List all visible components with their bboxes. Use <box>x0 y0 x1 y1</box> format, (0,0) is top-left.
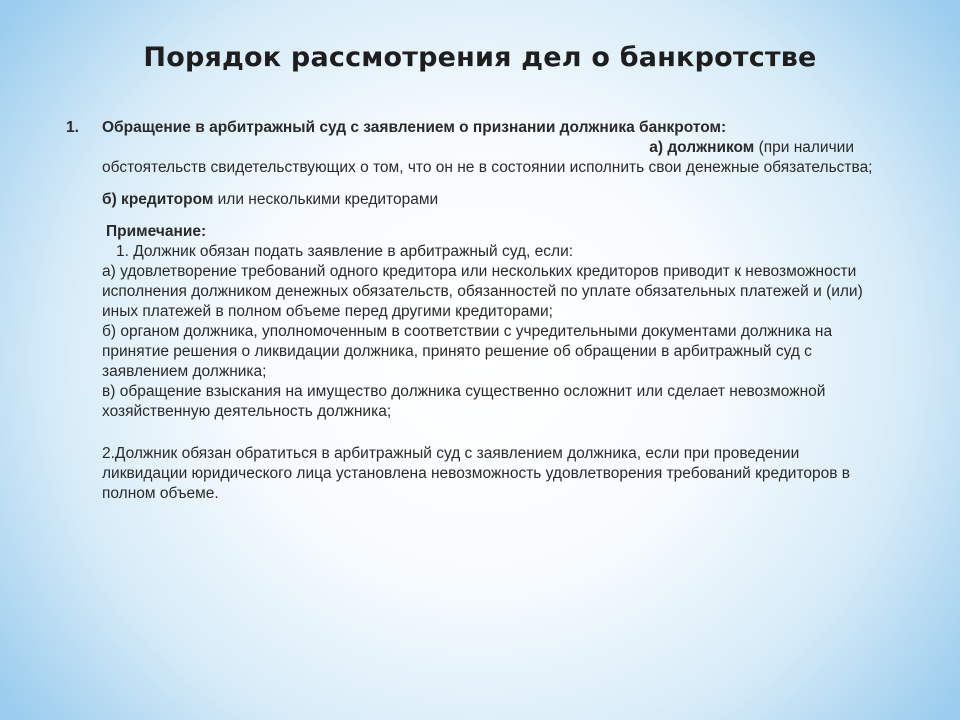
note-section <box>66 222 886 504</box>
note-paragraph-v: в) обращение взыскания на имущество должника существенно осложнит или сделает невозможной хозяйственную деятельность должника; <box>102 383 826 420</box>
option-a-continuation: обстоятельств свидетельствующих о том, что он не в состоянии исполнить свои денежные обязательства; <box>102 159 873 176</box>
content-body <box>66 118 886 504</box>
list-item-number: 1. <box>66 119 79 136</box>
list-item-heading: Обращение в арбитражный суд с заявлением о признании должника банкротом: <box>102 119 727 136</box>
option-b-text: или несколькими кредиторами <box>213 191 439 208</box>
option-a-text: (при наличии <box>754 139 854 156</box>
page-title: Порядок рассмотрения дел о банкротстве <box>143 42 817 73</box>
option-b-line <box>66 190 886 210</box>
option-b-bold: редитором <box>128 191 214 208</box>
note-paragraph-a: а) удовлетворение требований одного кредитора или нескольких кредиторов приводит к невозможности исполнения должником денежных обязательств, обязанностей по уплате обязательных платежей и (или) иных платежей в полном объеме перед другими кредиторами; <box>102 263 863 320</box>
option-a-line <box>66 138 886 158</box>
option-b-prefix: б) к <box>102 191 129 208</box>
note-point-2: 2.Должник обязан обратиться в арбитражный суд с заявлением должника, если при проведении ликвидации юридического лица установлена невозможность удовлетворения требований кредиторов в полном объеме. <box>102 445 851 502</box>
note-title: Примечание: <box>106 223 207 240</box>
option-a-label: а) должником <box>649 139 755 156</box>
note-paragraph-b: б) органом должника, уполномоченным в соответствии с учредительными документами должника на принятие решения о ликвидации должника, принято решение об обращении в арбитражный суд с заявлением должника; <box>102 323 833 380</box>
list-item-1 <box>66 118 886 138</box>
note-point-1: 1. Должник обязан подать заявление в арбитражный суд, если: <box>116 243 574 260</box>
